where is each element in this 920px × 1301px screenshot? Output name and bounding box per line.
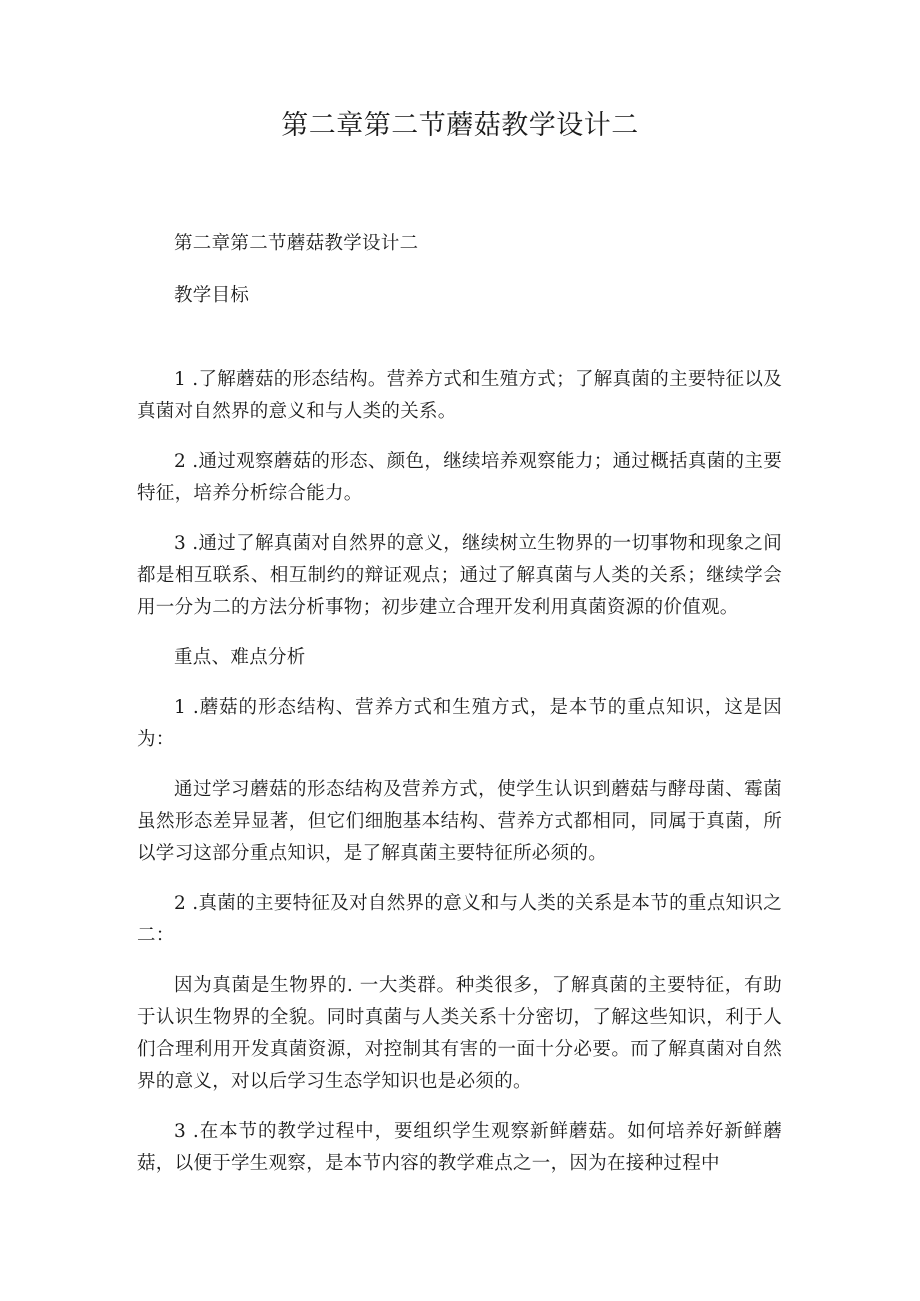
section-heading-objectives: 教学目标 [174,285,250,306]
key-point-explanation-2: 因为真菌是生物界的. 一大类群。种类很多，了解真菌的主要特征，有助于认识生物界的全貌。同时真菌与人类关系十分密切，了解这些知识，利于人们合理利用开发真菌资源，对控制其有害的一面十分必要。而了解真菌对自然界的意义，对以后学习生态学知识也是必须的。 [137,975,782,1092]
document-title: 第二章第二节蘑菇教学设计二 [281,110,639,141]
document-body [137,228,782,1180]
objective-item-3: 3 .通过了解真菌对自然界的意义，继续树立生物界的一切事物和现象之间都是相互联系、相互制约的辩证观点；通过了解真菌与人类的关系；继续学会用一分为二的方法分析事物；初步建立合理开发利用真菌资源的价值观。 [137,533,782,618]
key-point-explanation-1: 通过学习蘑菇的形态结构及营养方式，使学生认识到蘑菇与酵母菌、霉菌虽然形态差异显著，但它们细胞基本结构、营养方式都相同，同属于真菌，所以学习这部分重点知识，是了解真菌主要特征所必须的。 [137,779,782,864]
objective-item-2: 2 .通过观察蘑菇的形态、颜色，继续培养观察能力；通过概括真菌的主要特征，培养分析综合能力。 [137,451,782,504]
subtitle-paragraph: 第二章第二节蘑菇教学设计二 [174,233,419,254]
key-point-item-1: 1 .蘑菇的形态结构、营养方式和生殖方式，是本节的重点知识，这是因为： [137,697,782,750]
objective-item-1: 1 .了解蘑菇的形态结构。营养方式和生殖方式；了解真菌的主要特征以及真菌对自然界的意义和与人类的关系。 [137,369,782,422]
key-point-item-3: 3 .在本节的教学过程中，要组织学生观察新鲜蘑菇。如何培养好新鲜蘑菇，以便于学生观察，是本节内容的教学难点之一，因为在接种过程中 [137,1121,782,1174]
key-point-item-2: 2 .真菌的主要特征及对自然界的意义和与人类的关系是本节的重点知识之二： [137,893,782,946]
section-heading-key-points: 重点、难点分析 [174,647,306,668]
